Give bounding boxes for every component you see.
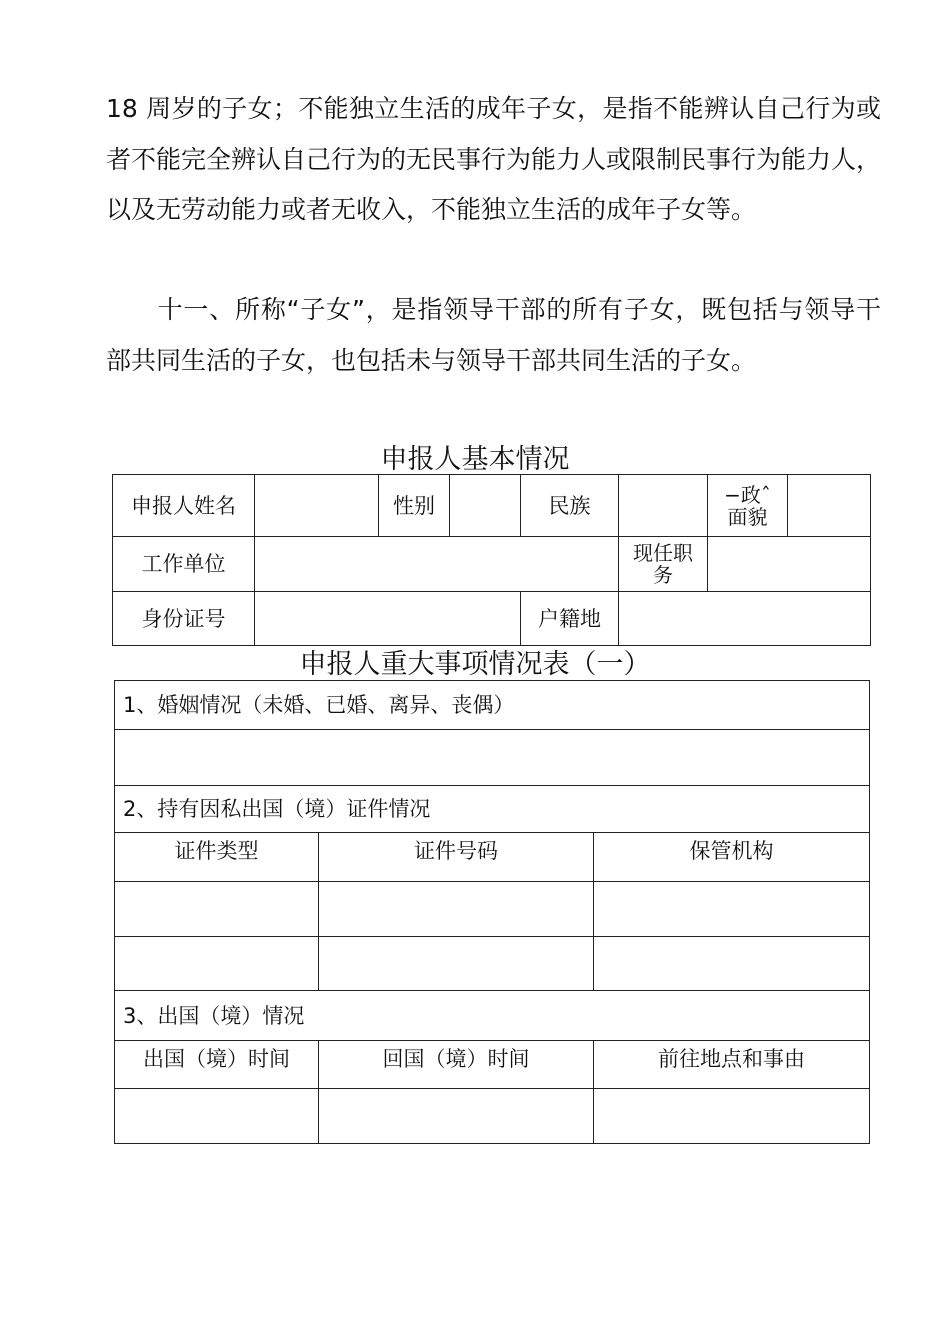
travel-heading: 3、出国（境）情况 [114,990,870,1041]
political-status-value-field[interactable] [787,474,871,537]
passport-col-type: 证件类型 [114,832,319,882]
gender-label: 性别 [378,474,450,537]
political-status-label [707,474,788,537]
major-matters-title: 申报人重大事项情况表（一） [299,649,651,680]
household-value-field[interactable] [618,591,871,646]
political-status-label-line1: −政ˆ [724,482,771,507]
passport-row1-type-field[interactable] [114,881,319,937]
position-value-field[interactable] [707,536,871,592]
basic-info-title: 申报人基本情况 [380,444,570,475]
id-number-value-field[interactable] [254,591,521,646]
passport-col-custodian: 保管机构 [593,832,870,882]
passport-row1-custodian-field[interactable] [593,881,870,937]
marriage-heading: 1、婚姻情况（未婚、已婚、离异、丧偶） [114,680,870,730]
workplace-value-field[interactable] [254,536,619,592]
passport-row2-number-field[interactable] [318,936,594,991]
passport-col-number: 证件号码 [318,832,594,882]
name-value-field[interactable] [254,474,379,537]
passport-row2-type-field[interactable] [114,936,319,991]
passport-row2-custodian-field[interactable] [593,936,870,991]
position-label-line2: 务 [653,563,673,587]
name-label: 申报人姓名 [112,474,255,537]
travel-col-departure: 出国（境）时间 [114,1040,319,1089]
paragraph-children-definition: 18 周岁的子女；不能独立生活的成年子女，是指不能辨认自己行为或者不能完全辨认自己行为的无民事行为能力人或限制民事行为能力人，以及无劳动能力或者无收入，不能独立生活的成年子女等。 [106,94,882,224]
passport-heading: 2、持有因私出国（境）证件情况 [114,785,870,833]
travel-col-return: 回国（境）时间 [318,1040,594,1089]
political-status-label-line2: 面貌 [727,504,768,529]
ethnicity-value-field[interactable] [618,474,708,537]
paragraph-article-11: 十一、所称“子女”，是指领导干部的所有子女，既包括与领导干部共同生活的子女，也包括未与领导干部共同生活的子女。 [106,295,881,375]
travel-row1-return-field[interactable] [318,1088,594,1144]
workplace-label: 工作单位 [112,536,255,592]
passport-row1-number-field[interactable] [318,881,594,937]
household-label: 户籍地 [520,591,619,646]
gender-value-field[interactable] [449,474,521,537]
marriage-value-field[interactable] [114,729,870,786]
id-number-label: 身份证号 [112,591,255,646]
position-label [618,536,708,592]
position-label-line1: 现任职 [633,541,693,565]
travel-row1-departure-field[interactable] [114,1088,319,1144]
travel-row1-destination-field[interactable] [593,1088,870,1144]
ethnicity-label: 民族 [520,474,619,537]
travel-col-destination: 前往地点和事由 [593,1040,870,1089]
